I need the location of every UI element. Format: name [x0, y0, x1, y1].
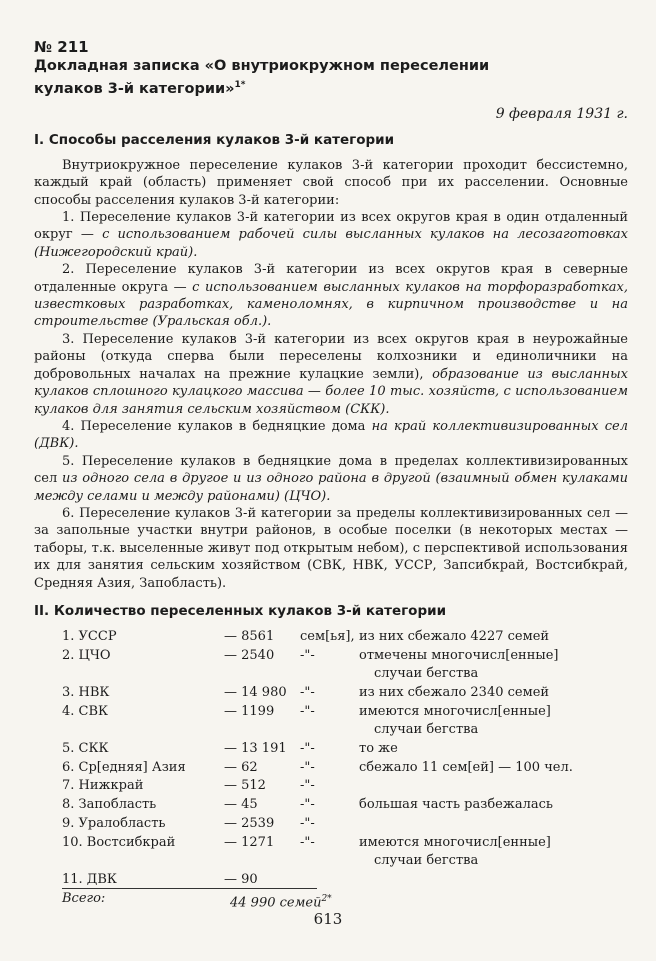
total-footnote-mark: 2* [321, 893, 332, 904]
table-row [34, 647, 628, 666]
region-name: 7. Нижкрай [62, 778, 144, 794]
document-page [34, 38, 628, 908]
section-1-heading: I. Способы расселения кулаков 3-й категории [34, 131, 395, 148]
table-row-continuation [34, 721, 628, 740]
document-date: 9 февраля 1931 г. [495, 105, 628, 122]
method-item-text: 5. Переселение кулаков в бедняцкие дома в пределах коллективизированных сел [34, 453, 628, 487]
method-item [34, 331, 628, 418]
region-name: 6. Ср[едняя] Азия [62, 759, 186, 775]
count-unit: -"- [300, 741, 315, 757]
row-note: сбежало 11 сем[ей] — 100 чел. [359, 759, 573, 775]
row-note-continued: случаи бегства [374, 853, 479, 869]
section-2-heading: II. Количество переселенных кулаков 3-й категории [34, 602, 447, 619]
total-row [34, 890, 628, 909]
total-value: 44 990 семей$^{2*}$ [230, 893, 332, 910]
family-count: — 1199 [224, 703, 275, 719]
count-unit: сем[ья], [300, 628, 355, 644]
method-item-italic-text: из одного села в другое и из одного района в другой (взаимный обмен кулаками между селами и между районами) (ЦЧО). [34, 471, 628, 504]
table-row-continuation [34, 665, 628, 684]
table-row-continuation [34, 852, 628, 871]
method-item [34, 453, 628, 505]
family-count: — 14 980 [224, 685, 287, 701]
table-row [34, 628, 628, 647]
region-name: 4. СВК [62, 703, 109, 719]
table-row [34, 740, 628, 759]
family-count: — 62 [224, 759, 258, 775]
row-note: из них сбежало 4227 семей [359, 628, 550, 644]
region-name: 1. УССР [62, 628, 117, 644]
region-name: 10. Востсибкрай [62, 834, 176, 850]
title-footnote-mark: 1* [234, 79, 246, 90]
family-count: — 512 [224, 778, 266, 794]
method-item-text: 2. Переселение кулаков 3-й категории из всех округов края в северные отдаленные округа — [34, 262, 628, 295]
method-item [34, 418, 628, 453]
family-count: — 13 191 [224, 741, 287, 757]
method-item-italic-text: с использованием высланных кулаков на торфоразработках, известковых разработках, каменоломнях, в кирпичном производстве и на строительстве (Уральская обл.). [34, 279, 628, 330]
method-item-text: 6. Переселение кулаков 3-й категории за пределы коллективизированных сел — за запольные участки внутри районов, в особые поселки (в некоторых местах — таборы, т.к. выселенные живут под открытым небом), с перспективой использования их для занятия сельским хозяйством (СВК, НВК, УССР, Запсибкрай, Востсибкрай, Средняя Азия, Запобласть). [34, 505, 628, 591]
document-number: № 211 [34, 38, 89, 56]
row-note-continued: случаи бегства [374, 666, 479, 682]
method-item-text: 3. Переселение кулаков 3-й категории из всех округов края в неурожайные районы (откуда сперва были переселены колхозники и единоличники на добровольных началах на прежние кулацкие земли), [34, 331, 628, 382]
count-unit: -"- [300, 703, 315, 719]
section-1-intro: Внутриокружное переселение кулаков 3-й категории проходит бессистемно, каждый край (область) применяет свой способ при их расселении. Основные способы расселения кулаков 3-й категории: [34, 157, 628, 208]
row-note: имеются многочисл[енные] [359, 834, 551, 850]
region-name: 5. СКК [62, 741, 109, 757]
region-name: 11. ДВК [62, 871, 117, 887]
document-title [34, 57, 628, 98]
region-name: 2. ЦЧО [62, 647, 111, 663]
family-count: — 2539 [224, 815, 275, 831]
family-count: — 8561 [224, 628, 275, 644]
total-label: Всего: [62, 890, 106, 906]
resettlement-table [34, 628, 628, 908]
count-unit: -"- [300, 797, 315, 813]
table-row [34, 759, 628, 778]
row-note: имеются многочисл[енные] [359, 703, 551, 719]
family-count: — 1271 [224, 834, 275, 850]
method-item [34, 261, 628, 331]
method-item [34, 505, 628, 592]
page-number: 613 [313, 910, 343, 928]
method-item-italic-text: на край коллективизированных сел (ДВК). [34, 418, 628, 452]
family-count: — 45 [224, 797, 258, 813]
table-row [34, 796, 628, 815]
table-row [34, 871, 628, 890]
row-note: то же [359, 741, 398, 757]
family-count: — 90 [224, 871, 258, 887]
count-unit: -"- [300, 815, 315, 831]
method-item-italic-text: образование из высланных кулаков сплошного кулацкого массива — более 10 тыс. хозяйств, с использованием кулаков для занятия сельским хозяйством (СКК). [34, 366, 628, 417]
method-list [34, 209, 628, 592]
row-note: большая часть разбежалась [359, 797, 553, 813]
region-name: 3. НВК [62, 685, 110, 701]
row-note-continued: случаи бегства [374, 722, 479, 738]
count-unit: -"- [300, 685, 315, 701]
count-unit: -"- [300, 647, 315, 663]
method-item-text: 1. Переселение кулаков 3-й категории из всех округов края в один отдаленный округ — [34, 210, 628, 243]
family-count: — 2540 [224, 647, 275, 663]
region-name: 9. Уралобласть [62, 815, 166, 831]
count-unit: -"- [300, 834, 315, 850]
title-line-2: кулаков 3-й категории» [34, 80, 235, 97]
table-row [34, 703, 628, 722]
method-item-text: 4. Переселение кулаков в бедняцкие дома [62, 418, 372, 434]
method-item-italic-text: с использованием рабочей силы высланных кулаков на лесозаготовках (Нижегородский край). [34, 227, 628, 260]
table-row [34, 834, 628, 853]
row-note: отмечены многочисл[енные] [359, 647, 559, 663]
table-row [34, 684, 628, 703]
table-row [34, 815, 628, 834]
count-unit: -"- [300, 759, 315, 775]
title-line-1: Докладная записка «О внутриокружном переселении [34, 58, 490, 74]
method-item [34, 209, 628, 261]
region-name: 8. Запобласть [62, 797, 157, 813]
table-row [34, 777, 628, 796]
count-unit: -"- [300, 778, 315, 794]
row-note: из них сбежало 2340 семей [359, 685, 550, 701]
